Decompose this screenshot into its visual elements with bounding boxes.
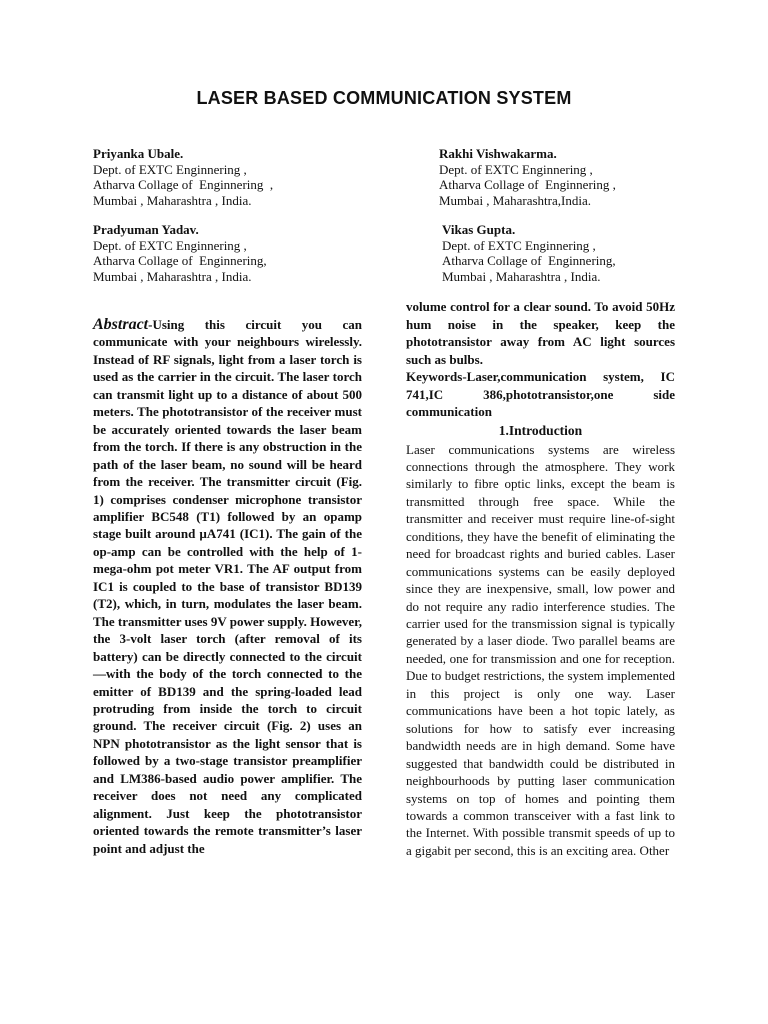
keywords: Keywords-Laser,communication system, IC 741,IC 386,phototransistor,one side communication (406, 369, 675, 419)
abstract-text: -Using this circuit you can communicate with your neighbours wirelessly. Instead of RF signals, light from a laser torch is used as the carrier in the circuit. The laser torch can transmit light up to a distance of about 500 meters. The phototransistor of the receiver must be accurately oriented towards the laser beam from the torch. If there is any obstruction in the path of the laser beam, no sound will be heard from the receiver. The transmitter circuit (Fig. 1) comprises condenser microphone transistor amplifier BC548 (T1) followed by an opamp stage built around µA741 (IC1). The gain of the op-amp can be controlled with the help of 1-mega-ohm pot meter VR1. The AF output from IC1 is coupled to the base of transistor BD139 (T2), which, in turn, modulates the laser beam. The transmitter uses 9V power supply. However, the 3-volt laser torch (after removal of its battery) can be directly connected to the circuit—with the body of the torch connected to the emitter of BD139 and the spring-loaded lead protruding from inside the torch to circuit ground. The receiver circuit (Fig. 2) uses an NPN phototransistor as the light sensor that is followed by a two-stage transistor preamplifier and LM386-based audio power amplifier. The receiver does not need any complicated alignment. Just keep the phototransistor oriented towards the remote transmitter’s laser point and adjust the (93, 317, 362, 856)
author-department: Dept. of EXTC Enginnering , (439, 161, 593, 177)
author-name: Pradyuman Yadav. (93, 222, 199, 237)
author-location: Mumbai , Maharashtra , India. (442, 268, 601, 284)
author-department: Dept. of EXTC Enginnering , (93, 237, 247, 253)
right-column (406, 298, 675, 859)
author-college: Atharva Collage of Enginnering , (439, 177, 616, 192)
author-block-4 (442, 222, 616, 284)
author-location: Mumbai , Maharashtra , India. (93, 268, 252, 284)
author-name: Vikas Gupta. (442, 222, 516, 237)
author-department: Dept. of EXTC Enginnering , (442, 237, 596, 253)
author-college: Atharva Collage of Enginnering, (442, 253, 616, 268)
paper-title: LASER BASED COMMUNICATION SYSTEM (196, 88, 572, 108)
introduction-paragraph: Laser communications systems are wireless connections through the atmosphere. They work similarly to fibre optic links, except the beam is transmitted through free space. While the transmitter and receiver must require line-of-sight conditions, they have the benefit of eliminating the need for broadcast rights and buried cables. Laser communications systems can be easily deployed since they are inexpensive, small, low power and do not require any radio interference studies. The carrier used for the transmission signal is typically generated by a laser diode. Two parallel beams are needed, one for transmission and one for reception. Due to budget restrictions, the system implemented in this project is only one way. Laser communications have been a hot topic lately, as solutions for how to satisfy ever increasing bandwidth needs are in high demand. Some have suggested that bandwidth could be distributed in neighbourhoods by putting laser communication systems on top of homes and pointing them towards a common transceiver with a fast link to the Internet. With possible transmit speeds of up to a gigabit per second, this is an exciting area. Other (406, 441, 675, 858)
abstract-label: Abstract (93, 316, 149, 333)
left-column (93, 316, 362, 857)
author-college: Atharva Collage of Enginnering , (93, 177, 274, 192)
author-block-2 (439, 146, 616, 208)
abstract-continued: volume control for a clear sound. To avoid 50Hz hum noise in the speaker, keep the phototransistor away from AC light sources such as bulbs. (406, 299, 675, 367)
author-block-3 (93, 222, 267, 284)
abstract-paragraph (93, 316, 362, 857)
section-heading-introduction: 1.Introduction (498, 422, 583, 438)
author-block-1 (93, 146, 273, 208)
author-name: Priyanka Ubale. (93, 146, 184, 161)
author-department: Dept. of EXTC Enginnering , (93, 161, 247, 177)
author-name: Rakhi Vishwakarma. (439, 146, 557, 161)
author-college: Atharva Collage of Enginnering, (93, 253, 267, 268)
author-location: Mumbai , Maharashtra , India. (93, 192, 252, 208)
author-location: Mumbai , Maharashtra,India. (439, 192, 591, 208)
